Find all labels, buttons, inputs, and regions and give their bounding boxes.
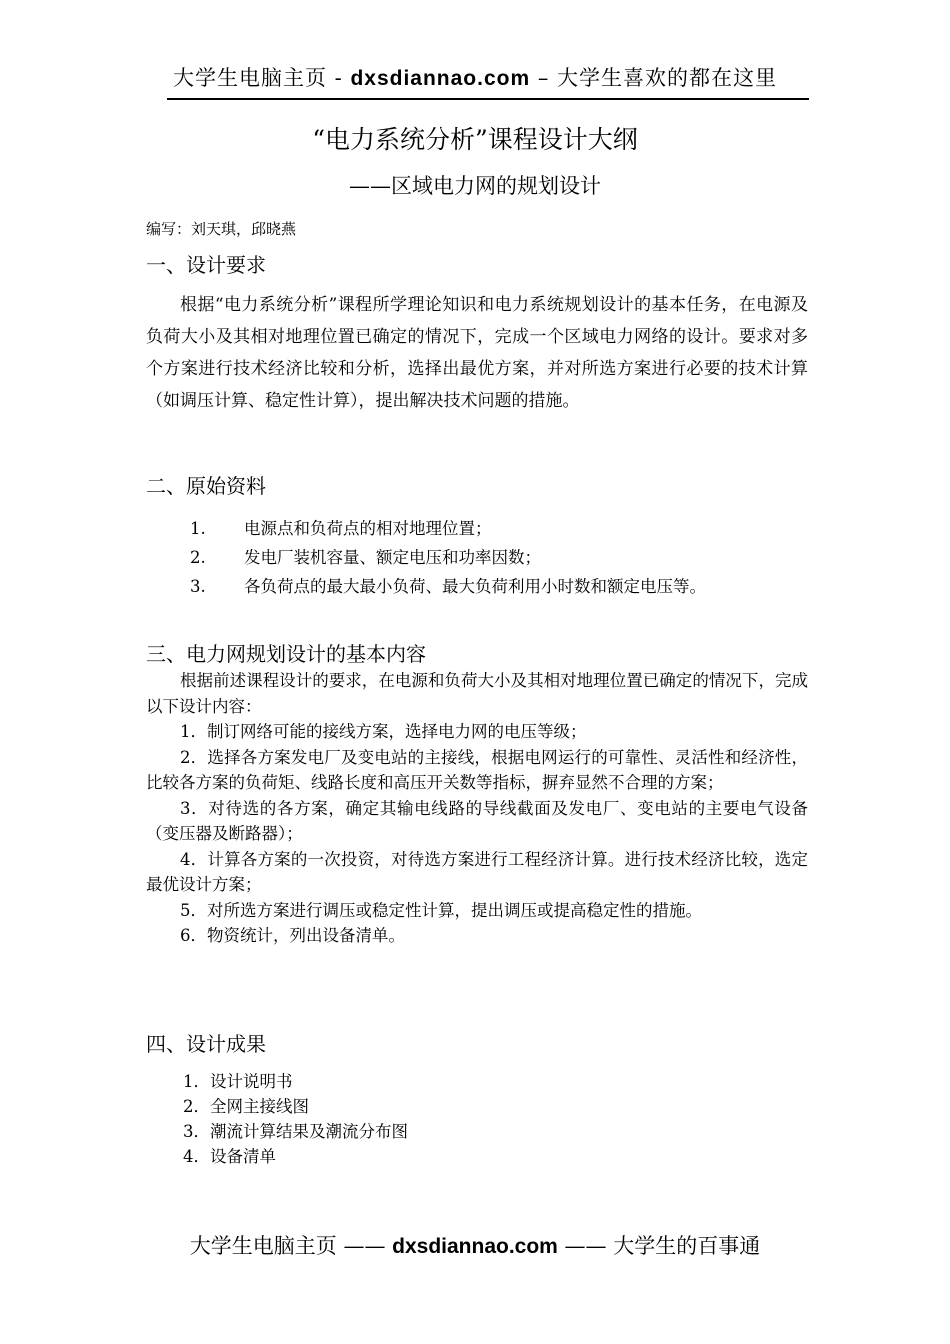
header-sep1: - — [326, 66, 351, 90]
footer-sep1: —— — [336, 1234, 393, 1258]
authors: 编写：刘天琪，邱晓燕 — [146, 220, 297, 238]
header-sep2: – — [530, 66, 557, 90]
document-subtitle: ——区域电力网的规划设计 — [349, 174, 601, 198]
footer-left: 大学生电脑主页 — [189, 1234, 337, 1258]
section3-content — [146, 668, 808, 949]
section3-heading: 三、电力网规划设计的基本内容 — [146, 642, 426, 666]
section2-heading: 二、原始资料 — [146, 474, 266, 498]
list-item: 4．设备清单 — [183, 1147, 276, 1166]
list-item: 4．计算各方案的一次投资，对待选方案进行工程经济计算。进行技术经济比较，选定最优设计方案； — [146, 849, 808, 894]
footer-sep2: —— — [557, 1234, 614, 1258]
section1-body: 根据“电力系统分析”课程所学理论知识和电力系统规划设计的基本任务，在电源及负荷大小及其相对地理位置已确定的情况下，完成一个区域电力网络的设计。要求对多个方案进行技术经济比较和分析，选择出最优方案，并对所选方案进行必要的技术计算（如调压计算、稳定性计算），提出解决技术问题的措施。 — [146, 295, 808, 411]
document-title: “电力系统分析”课程设计大纲 — [312, 125, 638, 154]
page-header — [0, 62, 950, 92]
header-rule — [167, 98, 809, 100]
list-item: 2．选择各方案发电厂及变电站的主接线，根据电网运行的可靠性、灵活性和经济性，比较各方案的负荷矩、线路长度和高压开关数等指标，摒弃显然不合理的方案； — [146, 747, 808, 792]
list-item: 1．制订网络可能的接线方案，选择电力网的电压等级； — [180, 722, 587, 741]
list-item: 1．设计说明书 — [183, 1072, 293, 1091]
section3-intro: 根据前述课程设计的要求，在电源和负荷大小及其相对地理位置已确定的情况下，完成以下设计内容： — [146, 671, 808, 716]
list-item: 3．对待选的各方案，确定其输电线路的导线截面及发电厂、变电站的主要电气设备（变压器及断路器）； — [146, 798, 808, 843]
list-item: 1. 电源点和负荷点的相对地理位置； — [190, 519, 492, 538]
section1-heading: 一、设计要求 — [146, 253, 266, 277]
header-site-link[interactable]: dxsdiannao.com — [350, 67, 531, 90]
header-left: 大学生电脑主页 — [172, 66, 327, 90]
section4-heading: 四、设计成果 — [146, 1032, 266, 1056]
list-item: 5．对所选方案进行调压或稳定性计算，提出调压或提高稳定性的措施。 — [180, 900, 702, 920]
footer-site-link[interactable]: dxsdiannao.com — [392, 1235, 558, 1258]
list-item: 3．潮流计算结果及潮流分布图 — [183, 1122, 408, 1141]
list-item: 6．物资统计，列出设备清单。 — [180, 926, 405, 945]
list-item: 2. 发电厂装机容量、额定电压和功率因数； — [190, 548, 541, 567]
header-right: 大学生喜欢的都在这里 — [557, 66, 777, 90]
footer-right: 大学生的百事通 — [613, 1234, 761, 1258]
list-item: 3. 各负荷点的最大最小负荷、最大负荷利用小时数和额定电压等。 — [190, 577, 706, 596]
page-footer — [0, 1230, 950, 1260]
list-item: 2．全网主接线图 — [183, 1097, 309, 1116]
